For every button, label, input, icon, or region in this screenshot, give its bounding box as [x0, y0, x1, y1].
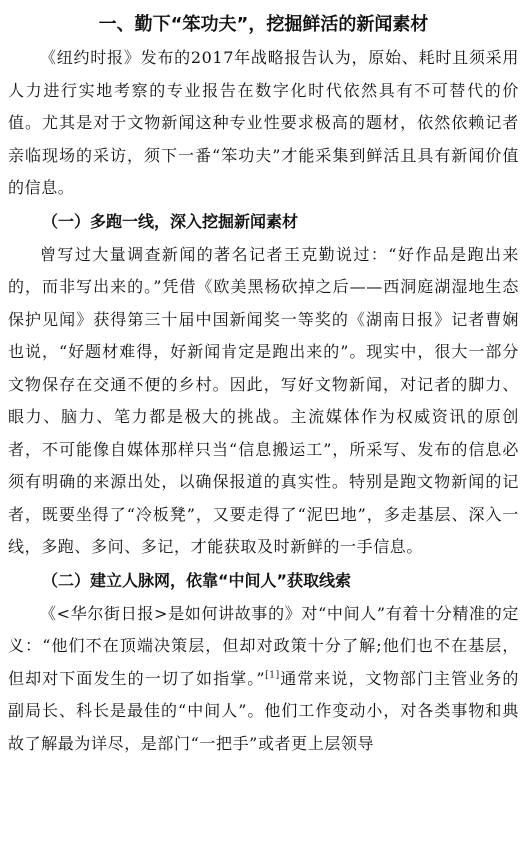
subsection-body-1: 曾写过大量调查新闻的著名记者王克勤说过：“好作品是跑出来的，而非写出来的。”凭借《欧美黑杨砍掉之后——西洞庭湖湿地生态保护见闻》获得第三十届中国新闻奖一等奖的《湖南日报》记者曹娴也说，“好题材难得，好新闻肯定是跑出来的”。现实中，很大一部分文物保存在交通不便的乡村。因此，写好文物新闻，对记者的脚力、眼力、脑力、笔力都是极大的挑战。主流媒体作为权威资讯的原创者，不可能像自媒体那样只当“信息搬运工”，所采写、发布的信息必须有明确的来源出处，以确保报道的真实性。特别是跑文物新闻的记者，既要坐得了“冷板凳”，又要走得了“泥巴地”，多走基层、深入一线，多跑、多问、多记，才能获取及时新鲜的一手信息。: [8, 244, 519, 556]
section-title: 一、勤下“笨功夫”，挖掘鲜活的新闻素材: [98, 14, 429, 35]
subsection-heading-2: （二）建立人脉网，依靠“中间人”获取线索: [42, 570, 352, 590]
reference-marker[interactable]: [1]: [265, 670, 280, 681]
body-text-before-ref: 《<华尔街日报>是如何讲故事的》对“中间人”有着十分精准的定义：“他们不在顶端决策层，但却对政策十分了解;他们也不在基层，但却对下面发生的一切了如指掌。”: [8, 603, 519, 688]
intro-paragraph: 《纽约时报》发布的2017年战略报告认为，原始、耗时且须采用人力进行实地考察的专业报告在数字化时代依然具有不可替代的价值。尤其是对于文物新闻这种专业性要求极高的题材，依然依赖记者亲临现场的采访，须下一番“笨功夫”才能采集到鲜活且具有新闻价值的信息。: [8, 48, 519, 197]
subsection-body-2: [8, 598, 519, 761]
subsection-heading-1: （一）多跑一线，深入挖掘新闻素材: [42, 211, 299, 231]
body-text-after-ref: 通常来说，文物部门主管业务的副局长、科长是最佳的“中间人”。他们工作变动小，对各类事物和典故了解最为详尽，是部门“一把手”或者更上层领导: [8, 668, 519, 753]
